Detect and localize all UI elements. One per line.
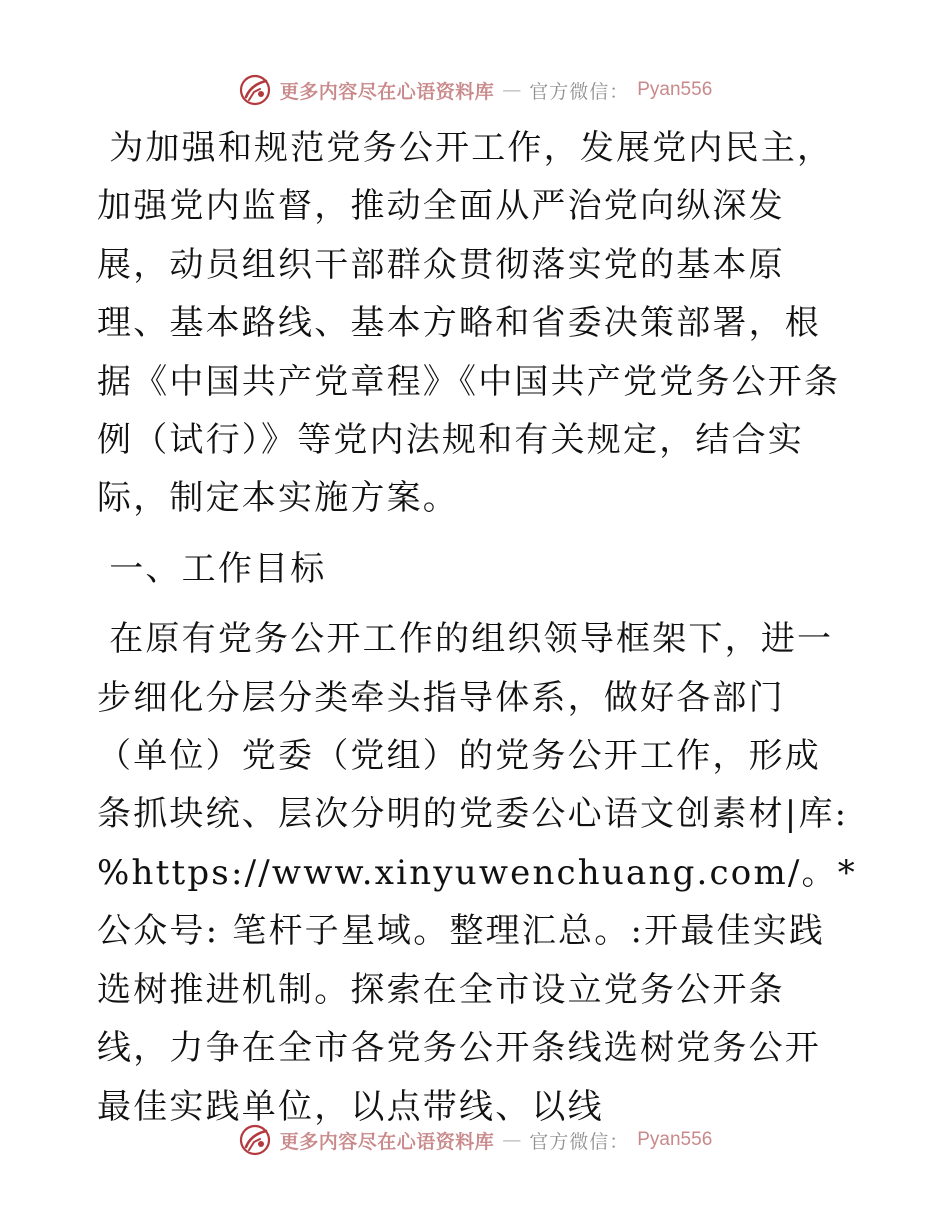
document-body [97,119,862,1136]
section-heading-goals: 一、工作目标 [109,548,327,589]
footer-watermark [0,1120,950,1160]
watermark-text: 更多内容尽在心语资料库 [279,80,495,103]
watermark-official-label: 官方微信： [529,1130,630,1153]
watermark-wechat-id: Pyan556 [637,1129,713,1150]
watermark-logo-icon [238,1123,272,1157]
watermark-separator: — [502,1129,522,1151]
goals-paragraph: 在原有党务公开工作的组织领导框架下，进一步细化分层分类牵头指导体系，做好各部门（单位）党委（党组）的党务公开工作，形成条抓块统、层次分明的党委公心语文创素材|库: %https://www.xinyuwenchuang.com/。*公众号: 笔杆子星域。整理汇总。:开最佳实践选树推进机制。探索在全市设立党务公开条线，力争在全市各党务公开条线选树党务公开最佳实践单位，以点带线、以线 [97,619,862,1127]
watermark-wechat-id: Pyan556 [637,79,713,100]
watermark-logo-icon [238,73,272,107]
header-watermark [0,70,950,110]
watermark-official-label: 官方微信： [529,80,630,103]
intro-paragraph: 为加强和规范党务公开工作，发展党内民主，加强党内监督，推动全面从严治党向纵深发展，动员组织干部群众贯彻落实党的基本原理、基本路线、基本方略和省委决策部署，根据《中国共产党章程》《中国共产党党务公开条例（试行）》等党内法规和有关规定，结合实际，制定本实施方案。 [97,128,841,519]
watermark-separator: — [502,79,522,101]
watermark-text: 更多内容尽在心语资料库 [279,1130,495,1153]
